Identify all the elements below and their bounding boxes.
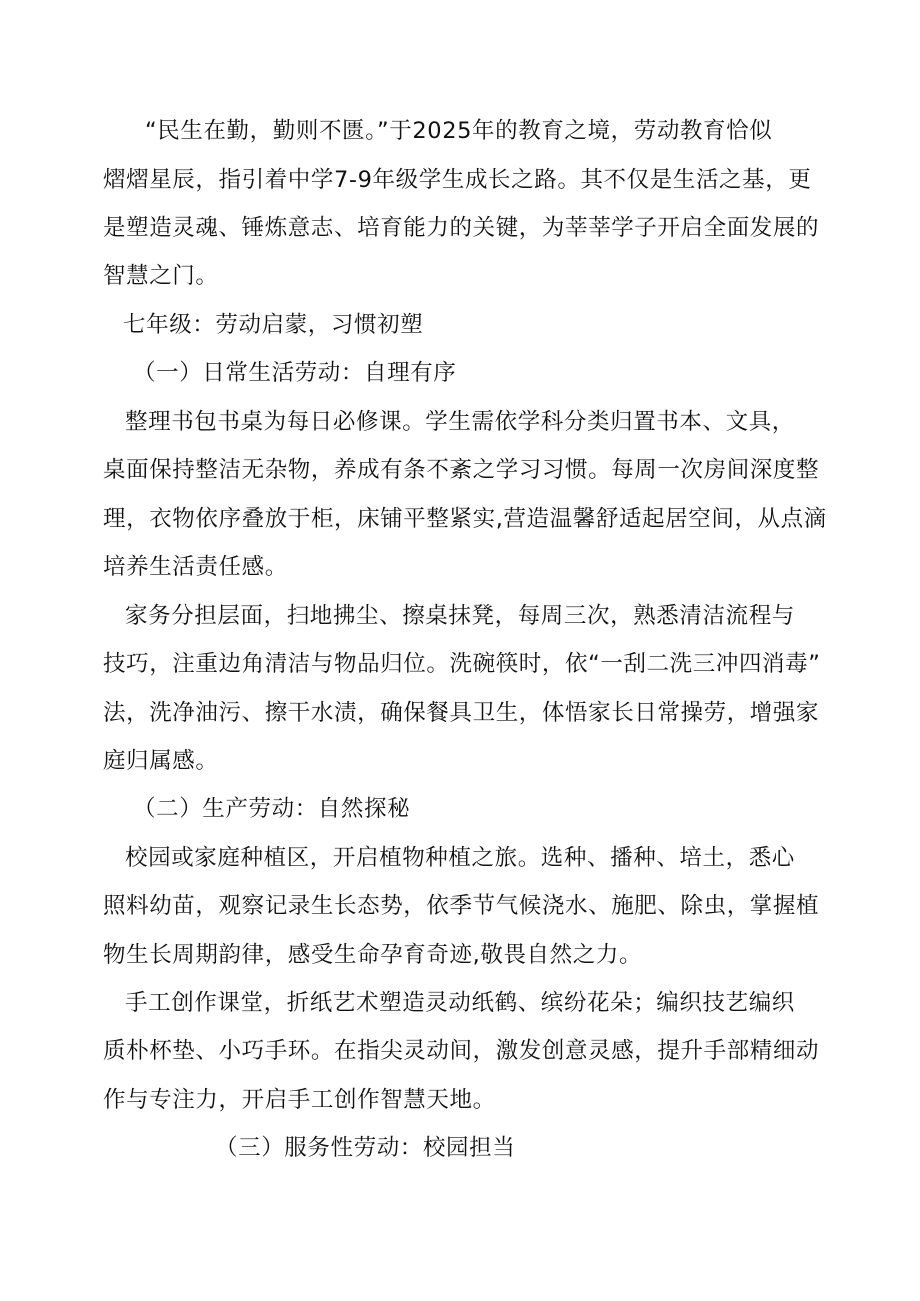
section2-para2-line-1: 手工创作课堂，折纸艺术塑造灵动纸鹤、缤纷花朵；编织技艺编织 (125, 990, 795, 1016)
section3-heading: （三）服务性劳动：校园担当 (215, 1135, 516, 1161)
section2-para1-line-2: 照料幼苗，观察记录生长态势，依季节气候浇水、施肥、除虫，掌握植 (103, 893, 820, 919)
section2-para2-line-2: 质朴杯垫、小巧手环。在指尖灵动间，激发创意灵感，提升手部精细动 (103, 1038, 820, 1064)
section2-heading: （二）生产劳动：自然探秘 (133, 796, 411, 822)
section1-para2-line-4: 庭归属感。 (103, 748, 219, 774)
section1-para1-line-1: 整理书包书桌为每日必修课。学生需依学科分类归置书本、文具， (125, 409, 795, 435)
section2-para2-line-3: 作与专注力，开启手工创作智慧天地。 (103, 1087, 496, 1113)
section2-para1-line-1: 校园或家庭种植区，开启植物种植之旅。选种、播种、培土，悉心 (125, 845, 795, 871)
section1-heading: （一）日常生活劳动：自理有序 (133, 360, 457, 386)
section1-para2-line-2: 技巧，注重边角清洁与物品归位。洗碗筷时，依“一刮二洗三冲四消毒” (103, 651, 821, 677)
section1-para2-line-1: 家务分担层面，扫地拂尘、擦桌抹凳，每周三次，熟悉清洁流程与 (125, 603, 795, 629)
section1-para2-line-3: 法，洗净油污、擦干水渍，确保餐具卫生，体悟家长日常操劳，增强家 (103, 700, 820, 726)
section1-para1-line-3: 理，衣物依序叠放于柜，床铺平整紧实,营造温馨舒适起居空间，从点滴 (103, 506, 827, 532)
intro-line-1: “民生在勤，勤则不匮。”于2025年的教育之境，劳动教育恰似 (145, 118, 773, 144)
intro-line-3: 是塑造灵魂、锤炼意志、培育能力的关键，为莘莘学子开启全面发展的 (103, 215, 820, 241)
grade-heading: 七年级：劳动启蒙，习惯初塑 (123, 312, 424, 338)
section1-para1-line-4: 培养生活责任感。 (103, 554, 288, 580)
intro-line-4: 智慧之门。 (103, 263, 219, 289)
section2-para1-line-3: 物生长周期韵律，感受生命孕育奇迹,敬畏自然之力。 (103, 942, 643, 968)
intro-line-2: 熠熠星辰，指引着中学7-9年级学生成长之路。其不仅是生活之基，更 (103, 167, 812, 193)
section1-para1-line-2: 桌面保持整洁无杂物，养成有条不紊之学习习惯。每周一次房间深度整 (103, 457, 820, 483)
